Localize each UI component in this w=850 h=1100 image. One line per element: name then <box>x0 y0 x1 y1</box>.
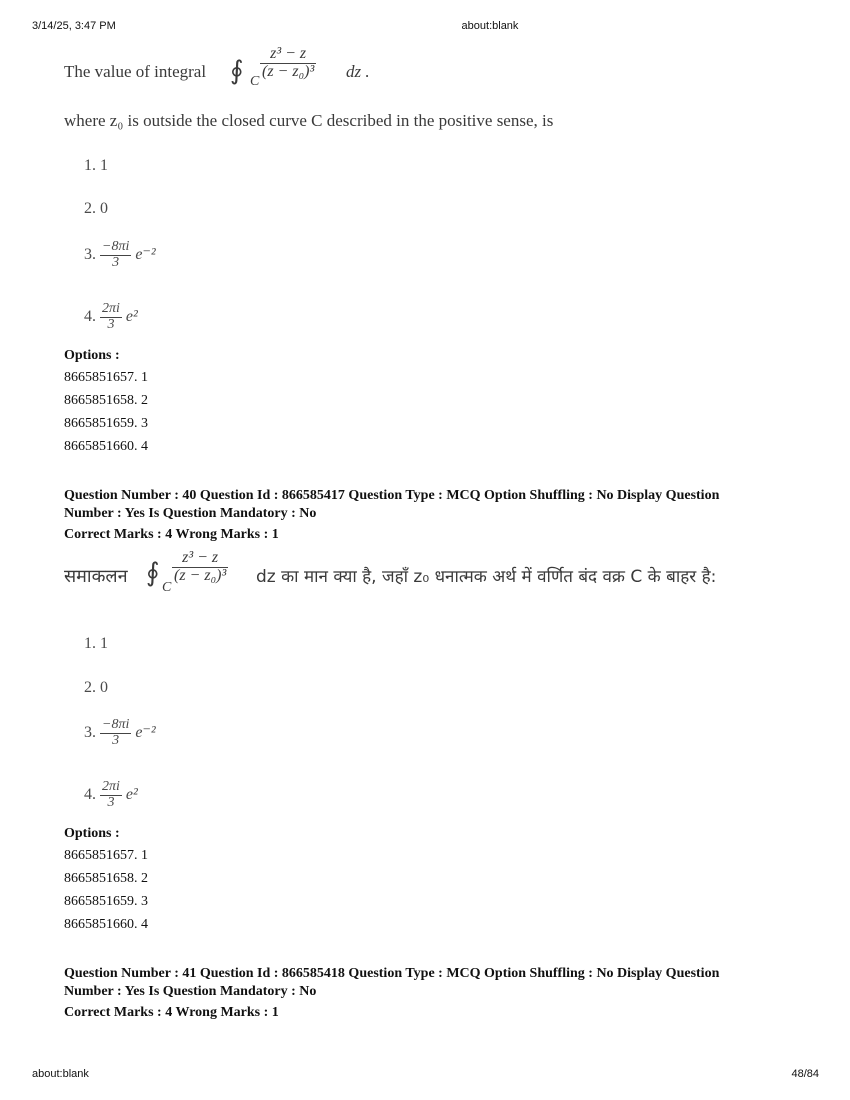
q41-meta-line2: Number : Yes Is Question Mandatory : No <box>64 984 317 999</box>
q39-choice-3-prefix: 3. <box>84 245 96 263</box>
q40-options-title: Options : <box>64 826 120 841</box>
q40-choice-3-den: 3 <box>100 733 131 749</box>
q41-meta-line1: Question Number : 41 Question Id : 866585418 Question Type : MCQ Option Shuffling : No Display Question <box>64 966 720 981</box>
q40-choice-3 <box>84 718 156 762</box>
page-number: 48/84 <box>791 1068 819 1080</box>
q40-integrand-num: z³ − z <box>182 549 219 566</box>
q39-option-4: 8665851660. 4 <box>64 439 148 454</box>
q39-option-3: 8665851659. 3 <box>64 416 148 431</box>
q39-stem-image <box>64 46 784 110</box>
q39-stem-line2: where z₀ is outside the closed curve C described in the positive sense, is <box>64 111 554 130</box>
q40-choice-3-num: −8πi <box>102 717 130 732</box>
q40-option-3: 8665851659. 3 <box>64 894 148 909</box>
contour-integral-icon-q40: ∮ <box>146 558 160 587</box>
q39-options-title: Options : <box>64 348 120 363</box>
q39-choice-4-num: 2πi <box>102 301 120 316</box>
q41-marks: Correct Marks : 4 Wrong Marks : 1 <box>64 1005 279 1020</box>
q39-choice-1: 1. 1 <box>84 157 108 174</box>
q41-meta <box>64 965 824 1022</box>
q39-choice-2: 2. 0 <box>84 200 108 217</box>
q39-option-1: 8665851657. 1 <box>64 370 148 385</box>
q39-dz: dz . <box>346 62 370 81</box>
q40-integrand <box>172 550 228 585</box>
print-header <box>0 20 850 34</box>
q40-choice-4-num: 2πi <box>102 779 120 794</box>
q39-choice-3-den: 3 <box>100 255 131 271</box>
contour-integral-icon: ∮ <box>230 56 244 85</box>
q40-option-1: 8665851657. 1 <box>64 848 148 863</box>
q39-integrand-num: z³ − z <box>270 45 307 62</box>
q39-integrand-den: (z − z₀)³ <box>262 62 315 80</box>
q40-meta-line2: Number : Yes Is Question Mandatory : No <box>64 506 317 521</box>
q40-choice-4-den: 3 <box>100 795 122 811</box>
q40-hindi-lead: समाकलन <box>64 566 128 587</box>
footer-url: about:blank <box>32 1068 89 1080</box>
q40-choice-3-prefix: 3. <box>84 723 96 741</box>
q40-choice-2: 2. 0 <box>84 679 108 696</box>
q40-contour-sub: C <box>162 580 172 595</box>
q40-choice-4-tail: e² <box>125 785 138 803</box>
q40-choice-4-prefix: 4. <box>84 785 96 803</box>
q40-stem-image <box>64 550 784 620</box>
q39-choice-4-tail: e² <box>125 307 138 325</box>
q40-hindi-tail: dz का मान क्या है, जहाँ z₀ धनात्मक अर्थ में वर्णित बंद वक्र C के बाहर है: <box>256 567 717 587</box>
q39-integrand <box>260 46 316 81</box>
q39-stem-lead: The value of integral <box>64 62 207 81</box>
q40-meta <box>64 487 824 544</box>
q40-option-4: 8665851660. 4 <box>64 917 148 932</box>
q39-choice-3 <box>84 240 156 284</box>
q39-choice-4-den: 3 <box>100 317 122 333</box>
q40-marks: Correct Marks : 4 Wrong Marks : 1 <box>64 527 279 542</box>
q40-option-2: 8665851658. 2 <box>64 871 148 886</box>
print-url: about:blank <box>461 20 519 32</box>
q39-choice-3-num: −8πi <box>102 239 130 254</box>
print-datetime: 3/14/25, 3:47 PM <box>32 20 116 32</box>
q39-contour-sub: C <box>250 74 260 89</box>
q40-choice-4 <box>84 780 138 824</box>
q40-choice-3-tail: e⁻² <box>135 723 156 741</box>
q40-meta-line1: Question Number : 40 Question Id : 866585417 Question Type : MCQ Option Shuffling : No Display Question <box>64 488 720 503</box>
q40-choice-1: 1. 1 <box>84 635 108 652</box>
q39-choice-3-tail: e⁻² <box>135 245 156 263</box>
print-footer <box>0 1068 850 1082</box>
q39-option-2: 8665851658. 2 <box>64 393 148 408</box>
q39-choice-4 <box>84 302 138 346</box>
q39-choice-4-prefix: 4. <box>84 307 96 325</box>
q40-integrand-den: (z − z₀)³ <box>174 566 227 584</box>
